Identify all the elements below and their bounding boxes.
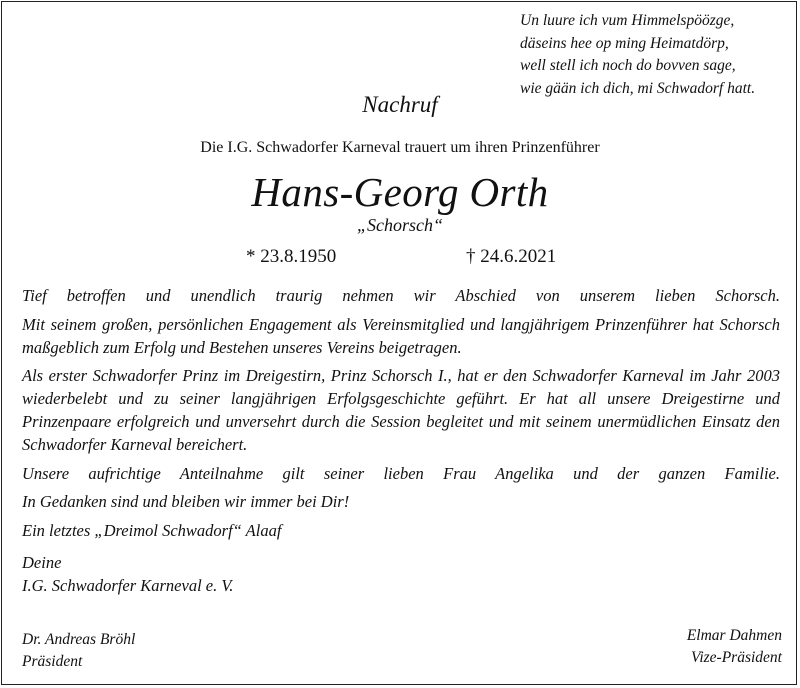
paragraph: Als erster Schwadorfer Prinz im Dreigestirn, Prinz Schorsch I., hat er den Schwadorfer Karneval im Jahr 2003 wiederbelebt und zu seiner langjährigen Erfolgsgeschichte geführt. Er hat all unsere Dreigestirne und Prinzenpaare erfolgreich und unversehrt durch die Session begleitet und mit seinem unermüdlichen Einsatz den Schwadorfer Karneval bereichert. <box>22 366 780 454</box>
subheading: Die I.G. Schwadorfer Karneval trauert um ihren Prinzenführer <box>200 139 600 156</box>
signatory-name: Elmar Dahmen <box>686 627 782 644</box>
notice-body <box>22 285 780 597</box>
signature-vice-president <box>687 625 782 668</box>
death-date: † 24.6.2021 <box>466 246 557 267</box>
heading: Nachruf <box>362 92 438 117</box>
poem-line: well stell ich noch do bovven sage, <box>520 57 736 75</box>
paragraph: In Gedanken sind und bleiben wir immer bei Dir! <box>22 492 350 512</box>
nickname: „Schorsch“ <box>356 215 443 235</box>
poem-line: däseins hee op ming Heimatdörp, <box>520 34 729 52</box>
signature-president <box>22 629 135 672</box>
closing-org: I.G. Schwadorfer Karneval e. V. <box>22 575 234 595</box>
deceased-name: Hans-Georg Orth <box>251 169 549 215</box>
paragraph: Ein letztes „Dreimol Schwadorf“ Alaaf <box>22 521 282 541</box>
paragraph: Mit seinem großen, persönlichen Engagement als Vereinsmitglied und langjährigem Prinzenführer hat Schorsch maßgeblich zum Erfolg und Bestehen unseres Vereins beigetragen. <box>22 314 780 357</box>
dialect-poem <box>520 10 790 101</box>
poem-line: Un luure ich vum Himmelspöözge, <box>520 12 735 29</box>
paragraph: Tief betroffen und unendlich traurig nehmen wir Abschied von unserem lieben Schorsch. <box>22 286 780 305</box>
closing <box>22 551 780 597</box>
closing-line: Deine <box>22 552 62 572</box>
signatory-name: Dr. Andreas Bröhl <box>22 631 136 648</box>
poem-line: wie gään ich dich, mi Schwadorf hatt. <box>520 80 756 98</box>
paragraph: Unsere aufrichtige Anteilnahme gilt seiner lieben Frau Angelika und der ganzen Familie. <box>22 463 780 483</box>
signatory-title: Vize-Präsident <box>691 648 782 666</box>
signatory-title: Präsident <box>22 652 83 670</box>
birth-date: * 23.8.1950 <box>246 246 337 267</box>
